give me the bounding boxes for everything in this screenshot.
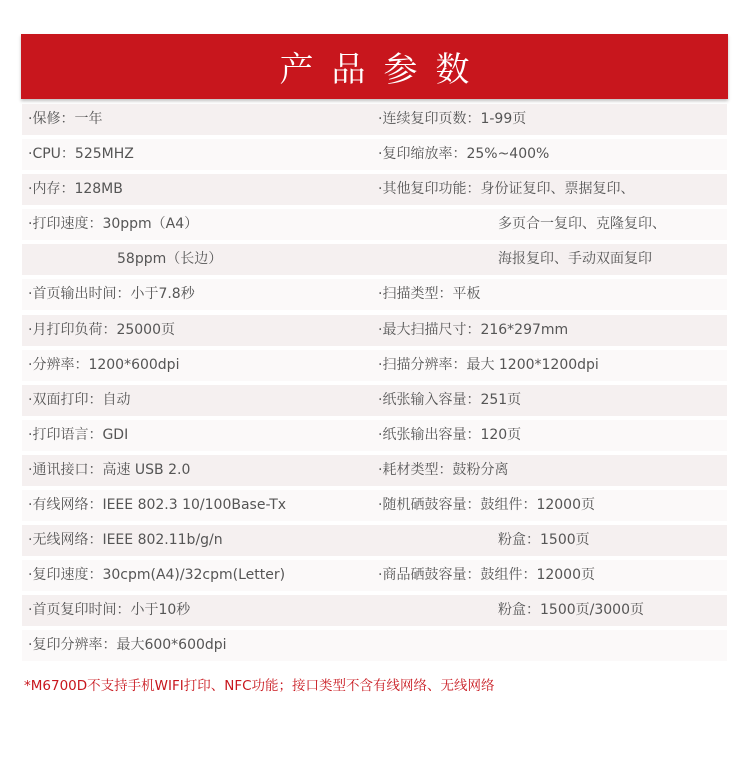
spec-right: ·扫描类型：平板: [378, 286, 481, 303]
spec-right: ·耗材类型：鼓粉分离: [378, 461, 509, 478]
spec-left: ·首页复印时间：小于10秒: [28, 602, 191, 619]
spec-table: [22, 104, 727, 666]
spec-row: [22, 315, 727, 346]
spec-right: ·扫描分辨率：最大 1200*1200dpi: [378, 356, 599, 373]
spec-row: [22, 139, 727, 170]
spec-row: [22, 630, 727, 661]
spec-left: ·打印语言：GDI: [28, 426, 129, 443]
spec-row: [22, 104, 727, 135]
spec-left: ·打印速度：30ppm（A4）: [28, 216, 199, 233]
spec-row: [22, 455, 727, 486]
spec-left: ·有线网络：IEEE 802.3 10/100Base-Tx: [28, 497, 287, 514]
spec-left: 58ppm（长边）: [117, 251, 223, 268]
spec-left: ·双面打印：自动: [28, 391, 131, 408]
spec-left: ·无线网络：IEEE 802.11b/g/n: [28, 532, 223, 549]
spec-right: 多页合一复印、克隆复印、: [498, 216, 666, 233]
spec-left: ·内存：128MB: [28, 181, 123, 198]
spec-left: ·复印分辨率：最大600*600dpi: [28, 637, 227, 654]
spec-left: ·通讯接口：高速 USB 2.0: [28, 461, 191, 478]
spec-row: [22, 174, 727, 205]
spec-left: ·首页输出时间：小于7.8秒: [28, 286, 195, 303]
spec-row: [22, 420, 727, 451]
spec-right: ·商品硒鼓容量：鼓组件：12000页: [378, 567, 595, 584]
spec-row: [22, 560, 727, 591]
spec-right: 粉盒：1500页: [498, 532, 590, 549]
spec-row: [22, 525, 727, 556]
spec-right: ·纸张输出容量：120页: [378, 426, 522, 443]
spec-row: [22, 279, 727, 310]
spec-row: [22, 209, 727, 240]
spec-right: ·纸张输入容量：251页: [378, 391, 522, 408]
spec-left: ·保修：一年: [28, 111, 103, 127]
spec-left: ·分辨率：1200*600dpi: [28, 356, 180, 373]
spec-right: ·连续复印页数：1-99页: [378, 111, 527, 127]
spec-right: 粉盒：1500页/3000页: [498, 602, 644, 619]
spec-row: [22, 490, 727, 521]
spec-row: [22, 244, 727, 275]
footnote: *M6700D不支持手机WIFI打印、NFC功能；接口类型不含有线网络、无线网络: [24, 678, 495, 694]
page-title: 产品参数: [279, 50, 488, 90]
spec-right: ·最大扫描尺寸：216*297mm: [378, 321, 569, 338]
spec-left: ·复印速度：30cpm(A4)/32cpm(Letter): [28, 567, 286, 584]
spec-right: ·复印缩放率：25%~400%: [378, 146, 550, 163]
spec-row: [22, 385, 727, 416]
spec-left: ·CPU：525MHZ: [28, 146, 134, 163]
header-banner: [21, 34, 728, 99]
spec-right: 海报复印、手动双面复印: [498, 251, 652, 268]
spec-left: ·月打印负荷：25000页: [28, 321, 175, 338]
spec-right: ·随机硒鼓容量：鼓组件：12000页: [378, 497, 595, 514]
spec-row: [22, 350, 727, 381]
spec-right: ·其他复印功能：身份证复印、票据复印、: [378, 181, 635, 198]
spec-row: [22, 595, 727, 626]
